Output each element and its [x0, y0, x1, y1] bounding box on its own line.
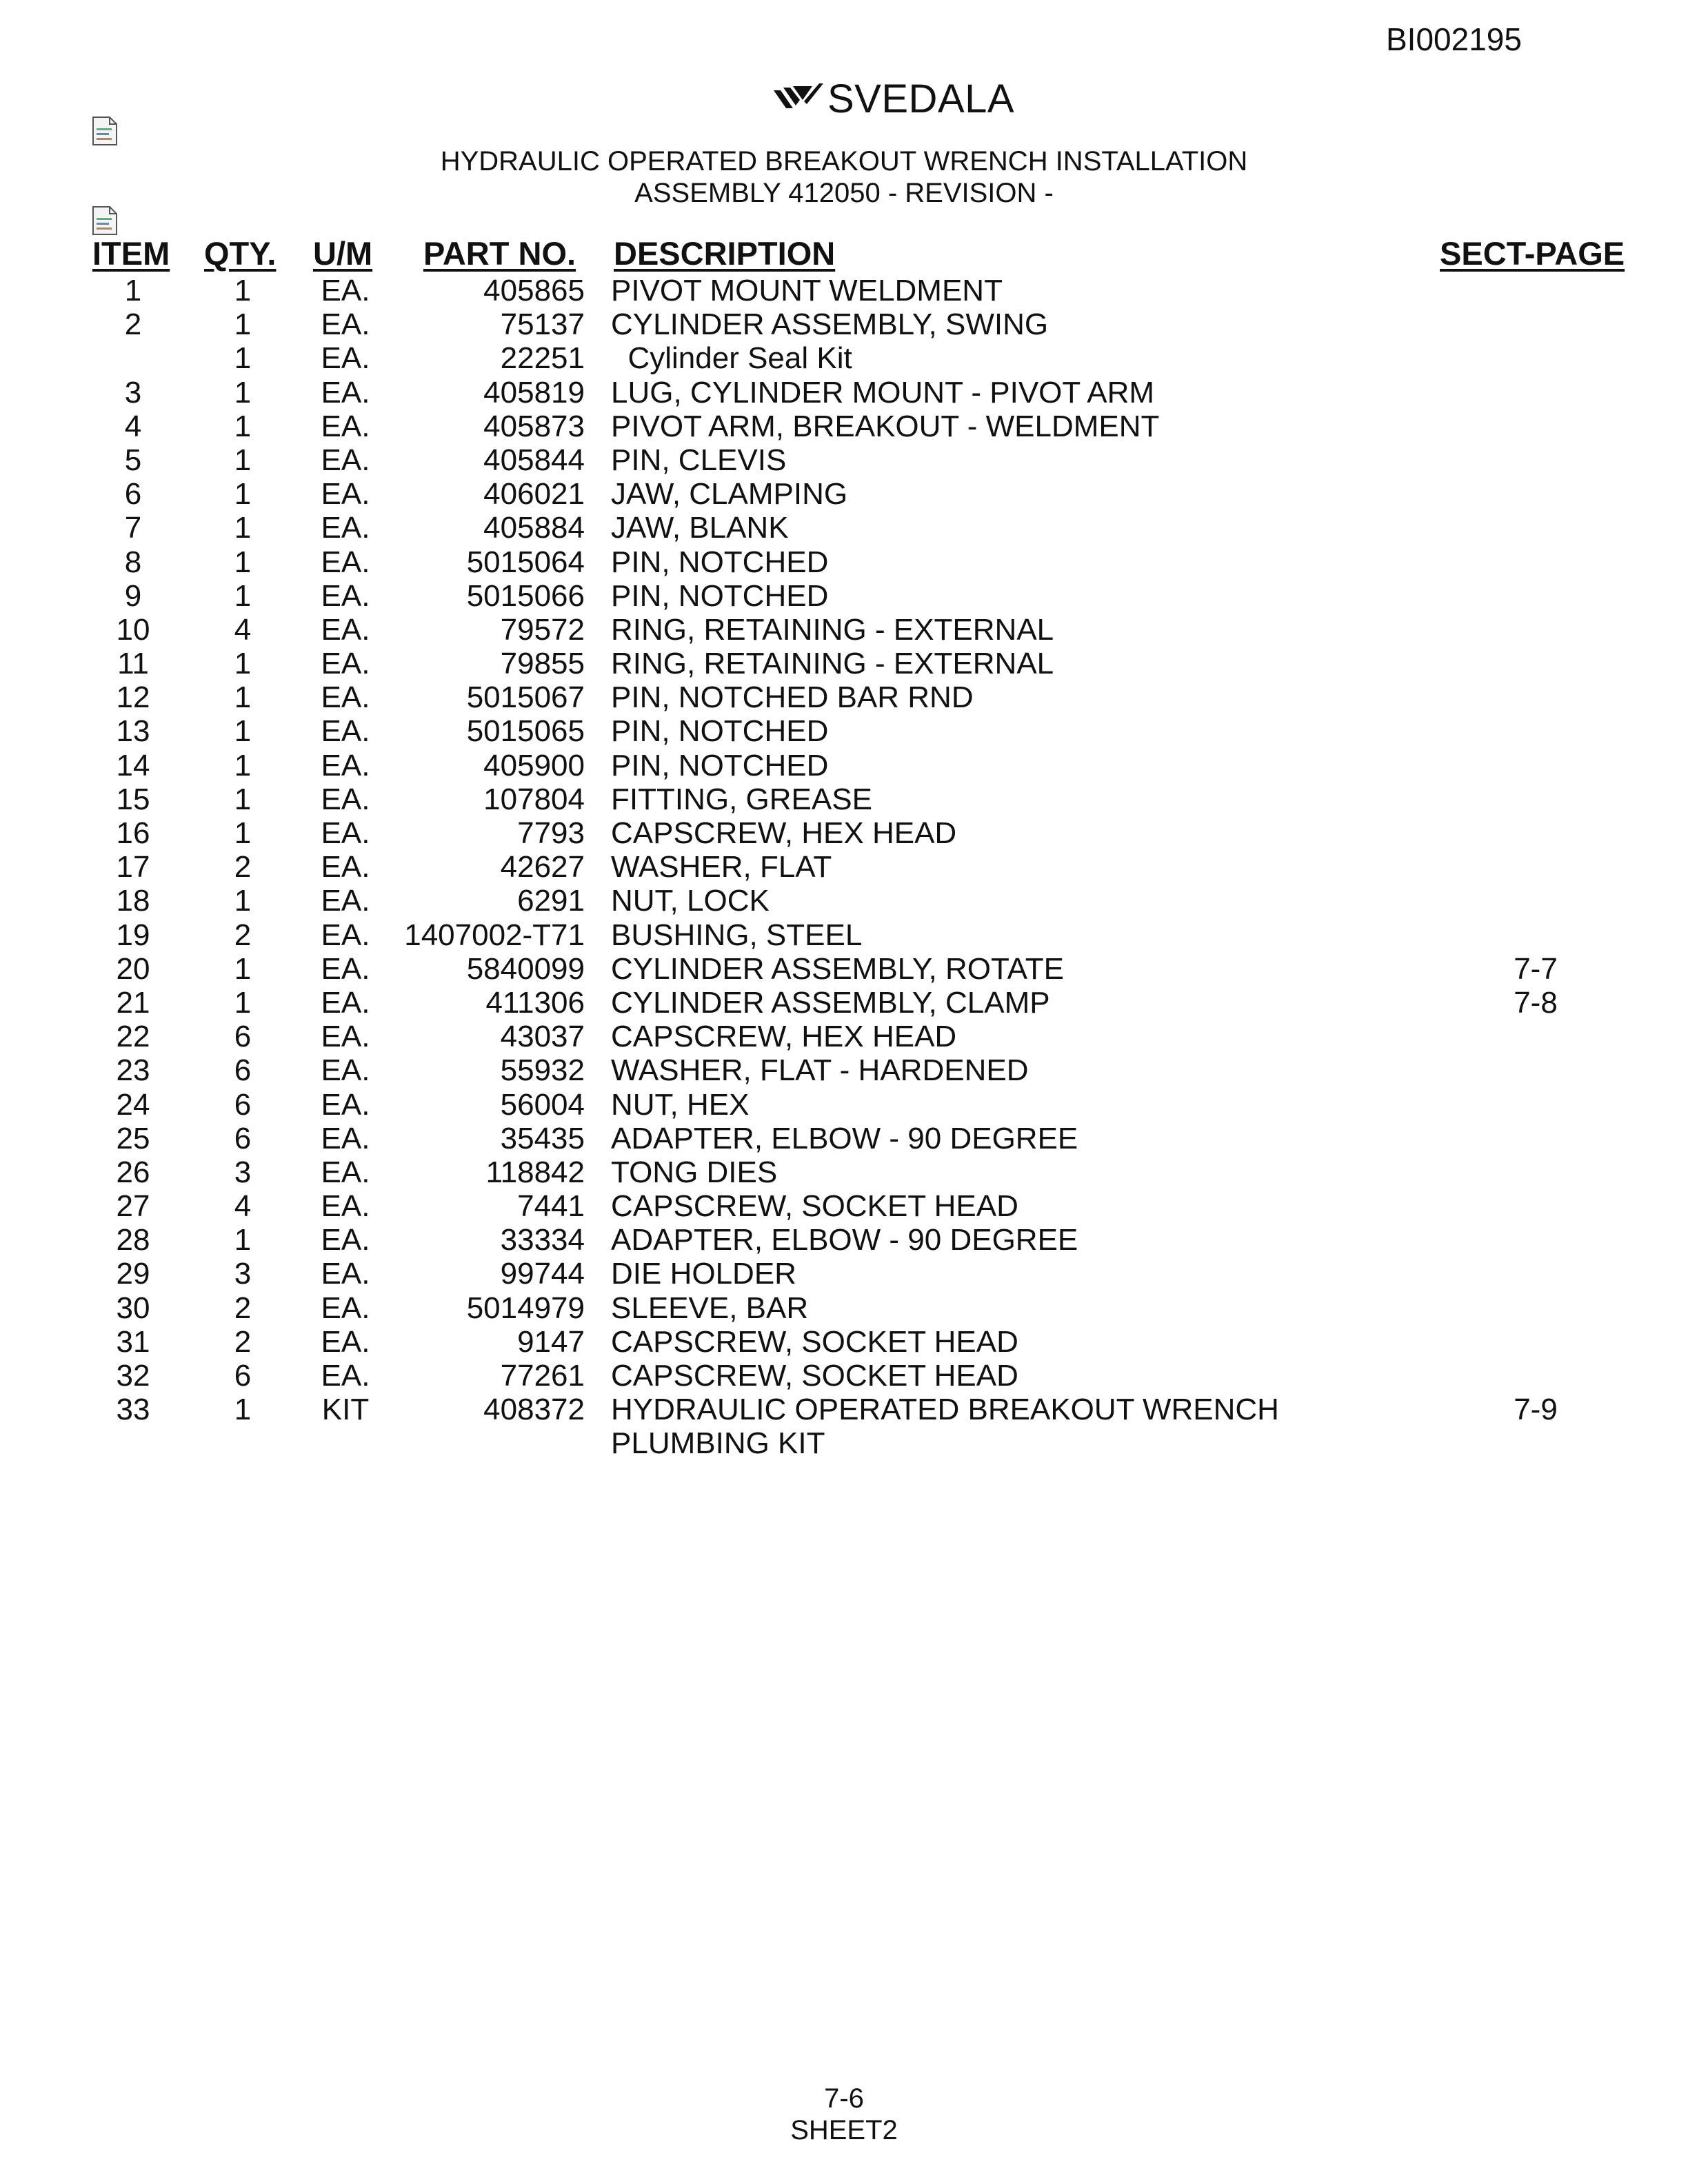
sect-page-cell: 7-8 — [1514, 985, 1558, 1020]
item-cell: 6 — [124, 477, 142, 512]
part-number-cell: 1407002-T71 — [404, 918, 585, 952]
part-number-cell: 43037 — [500, 1020, 585, 1054]
qty-cell: 1 — [234, 816, 252, 850]
qty-cell: 1 — [234, 647, 252, 681]
table-row — [0, 714, 1688, 748]
description-cell: PIN, NOTCHED — [611, 748, 829, 782]
part-number-cell: 75137 — [500, 307, 585, 342]
description-cell: CYLINDER ASSEMBLY, ROTATE — [611, 951, 1064, 986]
qty-cell: 1 — [234, 307, 252, 342]
description-cell: CAPSCREW, HEX HEAD — [611, 816, 957, 850]
item-cell: 32 — [116, 1359, 150, 1393]
table-row — [0, 1393, 1688, 1426]
part-number-cell: 405900 — [483, 748, 585, 782]
description-cell: CYLINDER ASSEMBLY, SWING — [611, 307, 1049, 342]
description-cell: PIN, NOTCHED BAR RND — [611, 680, 974, 715]
part-number-cell: 7441 — [517, 1189, 585, 1224]
description-cell: JAW, BLANK — [611, 511, 789, 545]
item-cell: 30 — [116, 1291, 150, 1325]
um-cell: EA. — [321, 545, 370, 579]
item-cell: 2 — [124, 307, 142, 342]
um-cell: EA. — [321, 443, 370, 477]
table-row — [0, 782, 1688, 816]
qty-cell: 1 — [234, 714, 252, 749]
qty-cell: 1 — [234, 748, 252, 782]
part-number-cell: 5840099 — [466, 951, 585, 986]
qty-cell: 2 — [234, 1324, 252, 1359]
part-number-cell: 118842 — [485, 1155, 585, 1189]
table-row — [0, 1189, 1688, 1223]
part-number-cell: 5015067 — [466, 680, 585, 715]
item-cell: 31 — [116, 1324, 150, 1359]
um-cell: EA. — [321, 816, 370, 850]
svedala-logo — [772, 74, 1014, 123]
qty-cell: 6 — [234, 1087, 252, 1122]
qty-cell: 3 — [234, 1257, 252, 1291]
qty-cell: 1 — [234, 375, 252, 410]
description-cell: Cylinder Seal Kit — [611, 341, 852, 376]
header-qty: QTY. — [204, 235, 277, 272]
part-number-cell: 5015066 — [466, 578, 585, 613]
table-row — [0, 952, 1688, 986]
item-cell: 29 — [116, 1257, 150, 1291]
header-description: DESCRIPTION — [614, 235, 836, 272]
svedala-logo-mark-icon — [772, 81, 823, 117]
part-number-cell: 77261 — [500, 1359, 585, 1393]
description-cell: PIVOT ARM, BREAKOUT - WELDMENT — [611, 409, 1160, 443]
table-row — [0, 613, 1688, 647]
part-number-cell: 6291 — [517, 884, 585, 918]
logo-text: SVEDALA — [827, 76, 1015, 121]
description-cell: TONG DIES — [611, 1155, 778, 1189]
part-number-cell: 5014979 — [466, 1291, 585, 1325]
um-cell: EA. — [321, 1223, 370, 1257]
table-row — [0, 545, 1688, 579]
table-row — [0, 307, 1688, 341]
item-cell: 23 — [116, 1053, 150, 1088]
part-number-cell: 7793 — [517, 816, 585, 850]
um-cell: EA. — [321, 375, 370, 410]
table-row — [0, 410, 1688, 443]
header-part-no: PART NO. — [423, 235, 576, 272]
qty-cell: 1 — [234, 545, 252, 579]
um-cell: EA. — [321, 1155, 370, 1189]
qty-cell: 1 — [234, 951, 252, 986]
um-cell: EA. — [321, 477, 370, 512]
um-cell: EA. — [321, 1359, 370, 1393]
table-row — [0, 1053, 1688, 1087]
um-cell: EA. — [321, 1257, 370, 1291]
um-cell: EA. — [321, 951, 370, 986]
document-id: BI002195 — [1386, 21, 1522, 57]
part-number-cell: 5015064 — [466, 545, 585, 579]
table-row — [0, 749, 1688, 782]
qty-cell: 2 — [234, 918, 252, 952]
part-number-cell: 5015065 — [466, 714, 585, 749]
um-cell: EA. — [321, 1020, 370, 1054]
embedded-document-icon[interactable] — [92, 205, 118, 236]
qty-cell: 2 — [234, 850, 252, 884]
header-um: U/M — [313, 235, 373, 272]
table-row — [0, 1426, 1688, 1460]
description-cell: CAPSCREW, SOCKET HEAD — [611, 1359, 1018, 1393]
table-row — [0, 986, 1688, 1020]
um-cell: EA. — [321, 680, 370, 715]
qty-cell: 1 — [234, 274, 252, 307]
table-row — [0, 1122, 1688, 1155]
sect-page-cell: 7-7 — [1514, 951, 1558, 986]
um-cell: EA. — [321, 1087, 370, 1122]
part-number-cell: 107804 — [483, 782, 585, 816]
qty-cell: 1 — [234, 985, 252, 1020]
qty-cell: 1 — [234, 341, 252, 376]
table-row — [0, 647, 1688, 680]
item-cell: 10 — [116, 612, 150, 647]
um-cell: EA. — [321, 409, 370, 443]
description-cell: FITTING, GREASE — [611, 782, 872, 816]
um-cell: EA. — [321, 850, 370, 884]
item-cell: 14 — [116, 748, 150, 782]
item-cell: 1 — [124, 274, 142, 307]
table-row — [0, 341, 1688, 375]
qty-cell: 3 — [234, 1155, 252, 1189]
item-cell: 8 — [124, 545, 142, 579]
item-cell: 22 — [116, 1020, 150, 1054]
description-cell: PLUMBING KIT — [611, 1426, 825, 1461]
description-cell: PIN, NOTCHED — [611, 578, 829, 613]
qty-cell: 6 — [234, 1020, 252, 1054]
item-cell: 11 — [117, 647, 149, 681]
item-cell: 20 — [116, 951, 150, 986]
part-number-cell: 33334 — [500, 1223, 585, 1257]
um-cell: EA. — [321, 1291, 370, 1325]
item-cell: 18 — [116, 884, 150, 918]
item-cell: 5 — [124, 443, 142, 477]
qty-cell: 1 — [234, 1393, 252, 1427]
item-cell: 27 — [116, 1189, 150, 1224]
part-number-cell: 79855 — [500, 647, 585, 681]
um-cell: EA. — [321, 578, 370, 613]
description-cell: ADAPTER, ELBOW - 90 DEGREE — [611, 1121, 1078, 1155]
item-cell: 3 — [124, 375, 142, 410]
qty-cell: 1 — [234, 782, 252, 816]
um-cell: KIT — [321, 1393, 370, 1427]
um-cell: EA. — [321, 748, 370, 782]
part-number-cell: 405865 — [483, 274, 585, 307]
item-cell: 24 — [116, 1087, 150, 1122]
table-row — [0, 1155, 1688, 1189]
description-cell: HYDRAULIC OPERATED BREAKOUT WRENCH — [611, 1393, 1279, 1427]
description-cell: PIVOT MOUNT WELDMENT — [611, 274, 1003, 307]
part-number-cell: 9147 — [517, 1324, 585, 1359]
item-cell: 28 — [116, 1223, 150, 1257]
part-number-cell: 99744 — [500, 1257, 585, 1291]
qty-cell: 1 — [234, 511, 252, 545]
um-cell: EA. — [321, 1121, 370, 1155]
assembly-revision: ASSEMBLY 412050 - REVISION - — [634, 178, 1054, 208]
item-cell: 13 — [116, 714, 150, 749]
description-cell: BUSHING, STEEL — [611, 918, 863, 952]
table-row — [0, 1223, 1688, 1257]
um-cell: EA. — [321, 274, 370, 307]
item-cell: 4 — [124, 409, 142, 443]
description-cell: ADAPTER, ELBOW - 90 DEGREE — [611, 1223, 1078, 1257]
table-row — [0, 1020, 1688, 1053]
description-cell: DIE HOLDER — [611, 1257, 796, 1291]
um-cell: EA. — [321, 782, 370, 816]
item-cell: 7 — [124, 511, 142, 545]
um-cell: EA. — [321, 341, 370, 376]
item-cell: 12 — [116, 680, 150, 715]
description-cell: CAPSCREW, SOCKET HEAD — [611, 1189, 1018, 1224]
parts-list — [0, 274, 1688, 1461]
table-row — [0, 477, 1688, 511]
qty-cell: 1 — [234, 443, 252, 477]
part-number-cell: 56004 — [500, 1087, 585, 1122]
table-row — [0, 1291, 1688, 1325]
um-cell: EA. — [321, 307, 370, 342]
description-cell: PIN, CLEVIS — [611, 443, 787, 477]
header-sect-page: SECT-PAGE — [1440, 235, 1625, 272]
item-cell: 9 — [124, 578, 142, 613]
um-cell: EA. — [321, 985, 370, 1020]
um-cell: EA. — [321, 612, 370, 647]
um-cell: EA. — [321, 918, 370, 952]
qty-cell: 6 — [234, 1053, 252, 1088]
um-cell: EA. — [321, 647, 370, 681]
table-row — [0, 511, 1688, 545]
table-row — [0, 850, 1688, 884]
description-cell: RING, RETAINING - EXTERNAL — [611, 647, 1054, 681]
item-cell: 33 — [116, 1393, 150, 1427]
table-row — [0, 680, 1688, 714]
table-row — [0, 884, 1688, 918]
table-row — [0, 274, 1688, 307]
qty-cell: 6 — [234, 1121, 252, 1155]
sect-page-cell: 7-9 — [1514, 1393, 1558, 1427]
table-row — [0, 1325, 1688, 1359]
item-cell: 17 — [116, 850, 150, 884]
embedded-document-icon[interactable] — [92, 116, 118, 146]
table-row — [0, 1257, 1688, 1291]
part-number-cell: 405884 — [483, 511, 585, 545]
description-cell: NUT, HEX — [611, 1087, 750, 1122]
table-row — [0, 579, 1688, 613]
item-cell: 16 — [116, 816, 150, 850]
part-number-cell: 405844 — [483, 443, 585, 477]
document-title: HYDRAULIC OPERATED BREAKOUT WRENCH INSTALLATION — [440, 146, 1248, 176]
table-row — [0, 376, 1688, 410]
qty-cell: 1 — [234, 578, 252, 613]
qty-cell: 6 — [234, 1359, 252, 1393]
description-cell: WASHER, FLAT - HARDENED — [611, 1053, 1029, 1088]
um-cell: EA. — [321, 1189, 370, 1224]
part-number-cell: 406021 — [483, 477, 585, 512]
part-number-cell: 79572 — [500, 612, 585, 647]
description-cell: SLEEVE, BAR — [611, 1291, 809, 1325]
description-cell: CYLINDER ASSEMBLY, CLAMP — [611, 985, 1050, 1020]
um-cell: EA. — [321, 1324, 370, 1359]
qty-cell: 1 — [234, 477, 252, 512]
table-row — [0, 1088, 1688, 1122]
um-cell: EA. — [321, 884, 370, 918]
item-cell: 26 — [116, 1155, 150, 1189]
page-number: 7-6 — [824, 2083, 864, 2114]
part-number-cell: 405873 — [483, 409, 585, 443]
qty-cell: 4 — [234, 612, 252, 647]
table-row — [0, 443, 1688, 477]
description-cell: PIN, NOTCHED — [611, 714, 829, 749]
header-item: ITEM — [92, 235, 170, 272]
sheet-label: SHEET2 — [790, 2115, 898, 2145]
description-cell: JAW, CLAMPING — [611, 477, 848, 512]
part-number-cell: 35435 — [500, 1121, 585, 1155]
description-cell: CAPSCREW, HEX HEAD — [611, 1020, 957, 1054]
description-cell: PIN, NOTCHED — [611, 545, 829, 579]
table-row — [0, 1359, 1688, 1393]
qty-cell: 1 — [234, 884, 252, 918]
item-cell: 25 — [116, 1121, 150, 1155]
item-cell: 21 — [116, 985, 150, 1020]
description-cell: NUT, LOCK — [611, 884, 770, 918]
table-row — [0, 816, 1688, 850]
um-cell: EA. — [321, 1053, 370, 1088]
part-number-cell: 22251 — [500, 341, 585, 376]
um-cell: EA. — [321, 714, 370, 749]
part-number-cell: 405819 — [483, 375, 585, 410]
qty-cell: 1 — [234, 680, 252, 715]
item-cell: 15 — [116, 782, 150, 816]
table-row — [0, 918, 1688, 952]
qty-cell: 1 — [234, 1223, 252, 1257]
item-cell: 19 — [116, 918, 150, 952]
description-cell: LUG, CYLINDER MOUNT - PIVOT ARM — [611, 375, 1155, 410]
part-number-cell: 408372 — [483, 1393, 585, 1427]
description-cell: WASHER, FLAT — [611, 850, 832, 884]
part-number-cell: 55932 — [500, 1053, 585, 1088]
qty-cell: 2 — [234, 1291, 252, 1325]
description-cell: CAPSCREW, SOCKET HEAD — [611, 1324, 1018, 1359]
description-cell: RING, RETAINING - EXTERNAL — [611, 612, 1054, 647]
um-cell: EA. — [321, 511, 370, 545]
qty-cell: 4 — [234, 1189, 252, 1224]
part-number-cell: 42627 — [500, 850, 585, 884]
qty-cell: 1 — [234, 409, 252, 443]
part-number-cell: 411306 — [485, 985, 585, 1020]
